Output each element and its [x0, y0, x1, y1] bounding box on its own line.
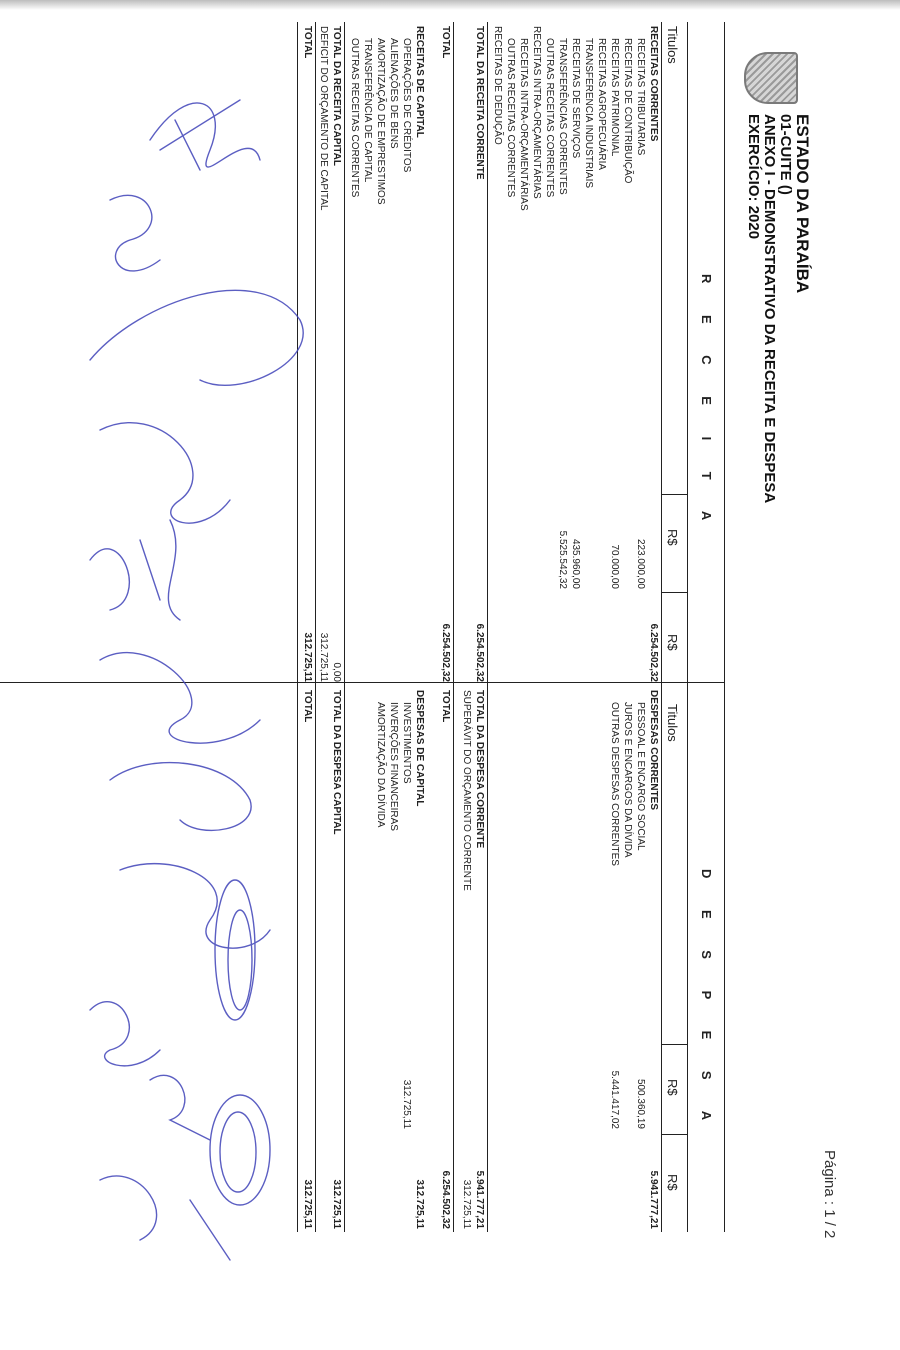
receita-col-rs2: R$ — [665, 634, 680, 651]
rule-despesa-total — [453, 682, 454, 1232]
divider-rec-col2 — [662, 592, 688, 593]
receita-row-label: DEFICIT DO ORÇAMENTO DE CAPITAL — [318, 26, 329, 211]
receita-row-v2: 6.254.502,32 — [474, 623, 485, 682]
page-number: Página : 1 / 2 — [821, 1150, 838, 1239]
despesa-row-v2: 312.725,11 — [302, 1179, 313, 1229]
despesa-col-rs2: R$ — [665, 1174, 680, 1191]
rule-bottom — [297, 22, 298, 1232]
receita-col-titulos: Titulos — [665, 26, 680, 64]
despesa-row-label: INVERÇÕES FINANCEIRAS — [388, 702, 399, 831]
receita-row-label: TOTAL — [302, 26, 313, 59]
despesa-row-v2: 5.941.777,21 — [474, 1170, 485, 1229]
receita-row-label: OUTRAS RECEITAS CORRENTES — [544, 38, 555, 198]
despesa-row-label: PESSOAL E ENCARGO SOCIAL — [635, 702, 646, 851]
receita-row-label: TRANSFERÊNCIA DE CAPITAL — [362, 38, 373, 183]
receita-row-label: TOTAL DA RECEITA CAPITAL — [331, 26, 342, 166]
receita-row-label: RECEITAS DE DEDUÇÃO — [492, 26, 503, 145]
rule-columns — [687, 22, 688, 1232]
receita-row-label: TOTAL DA RECEITA CORRENTE — [474, 26, 485, 180]
receita-row-label: ALIENAÇÕES DE BENS — [388, 38, 399, 149]
despesa-title: D E S P E S A — [699, 869, 714, 1135]
receita-row-label: OUTRAS RECEITAS CORRENTES — [349, 38, 360, 198]
receita-row-v2: 312.725,11 — [302, 632, 313, 682]
despesa-row-label: AMORTIZAÇÃO DA DÍVIDA — [375, 702, 386, 828]
despesa-row-label: TOTAL DA DESPESA CAPITAL — [331, 690, 342, 835]
coat-of-arms-icon — [744, 52, 798, 104]
rule-total — [453, 22, 454, 682]
rule-receita-corrente — [487, 22, 488, 682]
receita-row-v1: 435.960,00 — [570, 538, 581, 589]
rule-top — [724, 22, 725, 1232]
despesa-row-v2: 312.725,11 — [331, 1179, 342, 1229]
despesa-row-v2: 5.941.777,21 — [648, 1170, 659, 1229]
despesa-row-label: DESPESAS DE CAPITAL — [414, 690, 425, 807]
divider-desp-col2 — [662, 1134, 688, 1135]
despesa-row-label: OUTRAS DESPESAS CORRENTES — [609, 702, 620, 866]
receita-row-label: RECEITAS DE CONTRIBUIÇÃO — [622, 38, 633, 184]
rule-despesa-grand-total — [315, 682, 316, 1232]
header-exercise: EXERCÍCIO: 2020 — [745, 114, 762, 240]
receita-row-v2: 6.254.502,32 — [648, 623, 659, 682]
receita-row-label: RECEITAS CORRENTES — [648, 26, 659, 142]
receita-row-label: OPERAÇÕES DE CRÉDITOS — [401, 38, 412, 173]
receita-row-label: AMORTIZAÇÃO DE EMPRESTIMOS — [375, 38, 386, 205]
divider-desp-col1 — [662, 1044, 688, 1045]
rule-receita-total — [315, 22, 316, 682]
scan-edge — [0, 0, 900, 10]
receita-row-label: RECEITAS INTRA-ORÇAMENTÁRIAS — [518, 38, 529, 211]
report-sheet — [0, 14, 810, 1264]
despesa-col-titulos: Titulos — [665, 704, 680, 742]
rule-receita-capital — [344, 22, 345, 682]
receita-row-v2: 0,00 — [331, 662, 342, 682]
receita-row-label: RECEITAS PATRIMONIAL — [609, 38, 620, 157]
divider-receita-despesa — [0, 682, 725, 683]
rule-header — [661, 22, 662, 1232]
receita-row-v1: 223.000,00 — [635, 538, 646, 589]
receita-row-label: RECEITAS DE CAPITAL — [414, 26, 425, 138]
despesa-row-label: JUROS E ENCARGOS DA DÍVIDA — [622, 702, 633, 858]
despesa-row-v2: 6.254.502,32 — [440, 1170, 451, 1229]
despesa-row-v1: 312.725,11 — [401, 1079, 412, 1129]
receita-row-v2: 6.254.502,32 — [440, 623, 451, 682]
header-annex: ANEXO I - DEMONSTRATIVO DA RECEITA E DESPESA — [761, 114, 778, 504]
despesa-row-v1: 500.360,19 — [635, 1078, 646, 1129]
receita-row-label: TRANSFERÊNCIAS CORRENTES — [557, 38, 568, 195]
receita-row-label: RECEITAS INTRA-ORÇAMENTÁRIAS — [531, 26, 542, 199]
receita-row-label: RECEITAS AGROPECUÁRIA — [596, 38, 607, 171]
rule-despesa-corrente — [487, 682, 488, 1232]
receita-row-label: RECEITAS DE SERVIÇOS — [570, 38, 581, 159]
divider-rec-col1 — [662, 494, 688, 495]
despesa-row-label: TOTAL — [440, 690, 451, 723]
despesa-row-label: TOTAL — [302, 690, 313, 723]
receita-row-label: TOTAL — [440, 26, 451, 59]
receita-row-label: RECEITAS TRIBUTARIAS — [635, 38, 646, 156]
receita-title: R E C E I T A — [699, 274, 714, 535]
despesa-row-v1: 5.441.417,02 — [609, 1070, 620, 1129]
receita-row-label: OUTRAS RECEITAS CORRENTES — [505, 38, 516, 198]
receita-col-rs1: R$ — [665, 529, 680, 546]
despesa-row-label: TOTAL DA DESPESA CORRENTE — [474, 690, 485, 849]
receita-row-v2: 312.725,11 — [318, 632, 329, 682]
despesa-row-label: SUPERÁVIT DO ORÇAMENTO CORRENTE — [461, 690, 472, 891]
despesa-col-rs1: R$ — [665, 1079, 680, 1096]
rule-despesa-capital — [344, 682, 345, 1232]
despesa-row-label: DESPESAS CORRENTES — [648, 690, 659, 811]
header-state: ESTADO DA PARAÍBA — [793, 114, 812, 294]
receita-row-v1: 70.000,00 — [609, 544, 620, 589]
despesa-row-v2: 312.725,11 — [414, 1179, 425, 1229]
despesa-row-v2: 312.725,11 — [461, 1179, 472, 1229]
despesa-row-label: INVESTIMENTOS — [401, 702, 412, 784]
header-municipality: 01-CUITE () — [777, 114, 794, 195]
receita-row-v1: 5.525.542,32 — [557, 530, 568, 589]
receita-row-label: TRANSFERENCIA INDUSTRIAIS — [583, 38, 594, 189]
